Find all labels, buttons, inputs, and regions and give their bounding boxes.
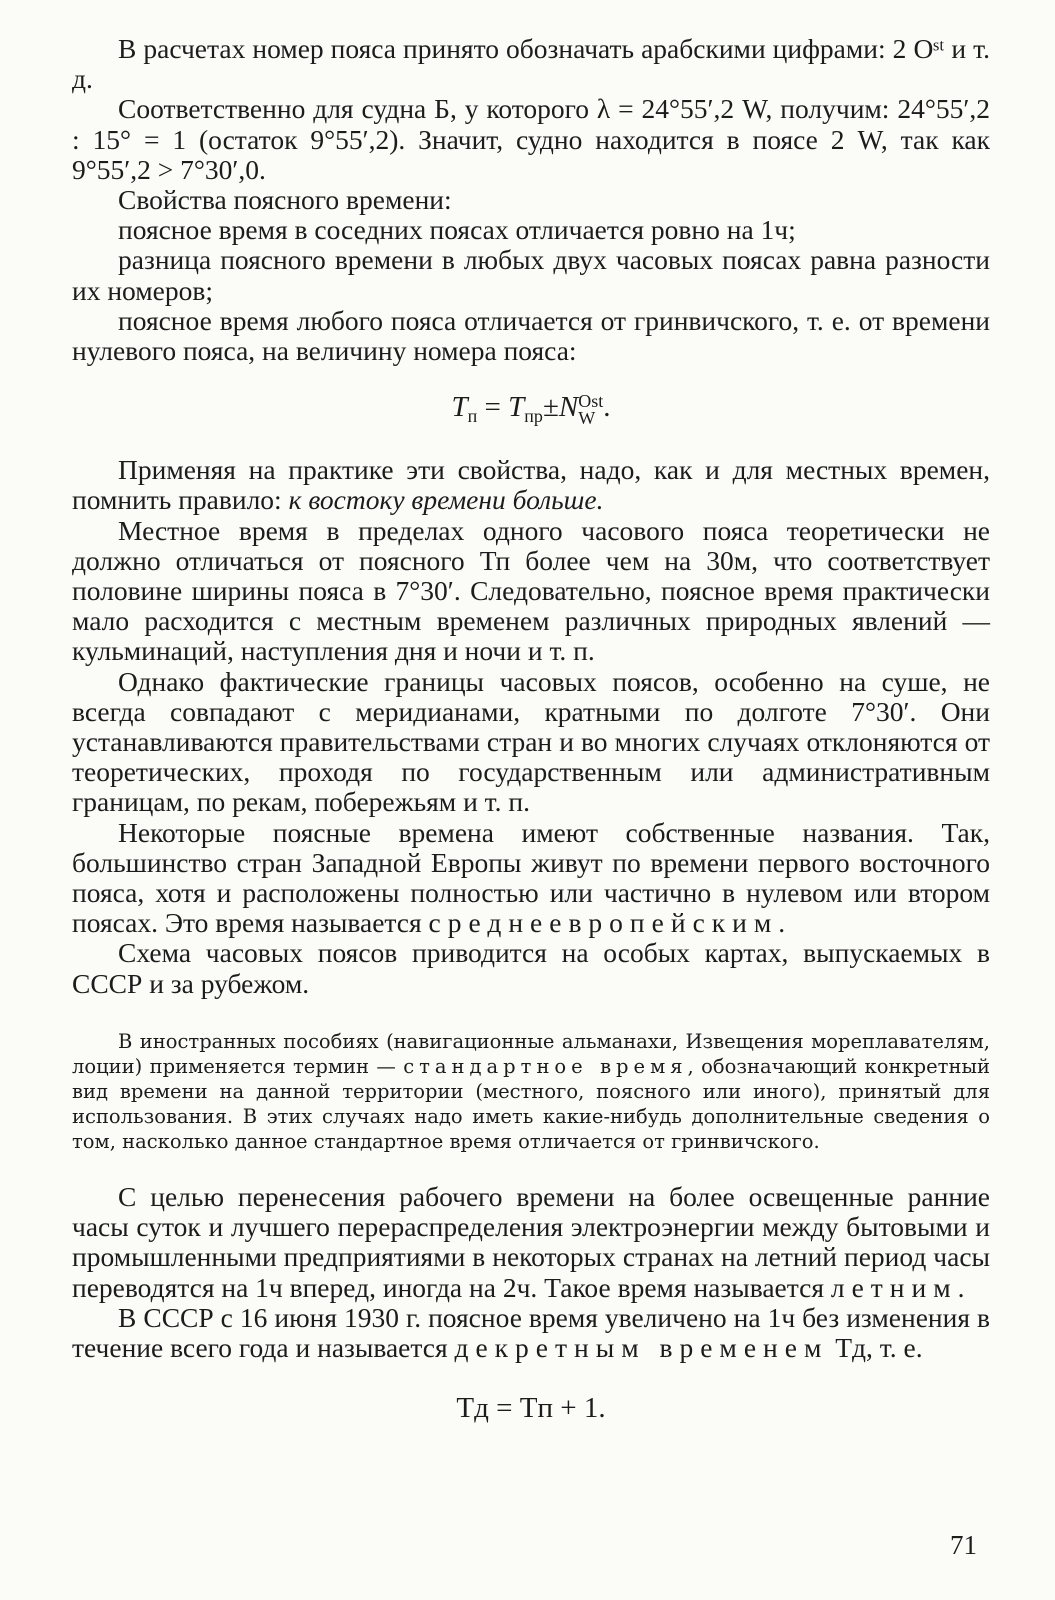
formula-subscript: W <box>578 408 596 429</box>
footnote-text: , обозначающий конкретный вид времени на данной территории (местного, поясного или иного), принятый для использования. В этих случаях надо иметь какие-нибудь дополнительные сведения о том, насколько данное стандартное время отличается от гринвичского. <box>72 1054 990 1153</box>
paragraph-13 <box>72 1303 990 1363</box>
spaced-term: декретным временем <box>454 1331 829 1363</box>
paragraph-7-text: Применяя на практике эти свойства, надо, как и для местных времен, помнить правило: <box>72 454 990 516</box>
paragraph-9: Однако фактические границы часовых поясов, особенно на суше, не всегда совпадают с меридианами, кратными по долготе 7°30′. Они устанавливаются правительствами стран и во многих случаях отклоняются от теоретических, проходя по государственным или административным границам, по рекам, побережьям и т. п. <box>72 665 990 818</box>
formula-decree-time: Tд = Tп + 1. <box>456 1392 606 1425</box>
formula-symbol: T <box>508 391 525 424</box>
formula-supsub <box>578 393 603 427</box>
formula-superscript: Ost <box>578 391 604 412</box>
formula-period: . <box>603 391 611 424</box>
paragraph-11: Схема часовых поясов приводится на особых картах, выпускаемых в СССР и за рубежом. <box>72 937 990 999</box>
formula-subscript: п <box>467 406 478 427</box>
paragraph-2: Соответственно для судна Б, у которого λ = 24°55′,2 W, получим: 24°55′,2 : 15° = 1 (остаток 9°55′,2). Значит, судно находится в поясе 2 W, так как 9°55′,2 > 7°30′,0. <box>72 93 990 185</box>
paragraph-4: поясное время в соседних поясах отличается ровно на 1ч; <box>118 214 796 246</box>
formula-operator: ± <box>542 391 559 424</box>
paragraph-3: Свойства поясного времени: <box>118 184 452 216</box>
spaced-term: летним. <box>830 1271 972 1303</box>
footnote-text: В иностранных пособиях (навигационные альманахи, Извещения мореплавателям, лоции) применяется термин — <box>72 1029 990 1078</box>
paragraph-13-text: В СССР с 16 июня 1930 г. поясное время увеличено на 1ч без изменения в течение всего года и называется <box>72 1301 990 1363</box>
paragraph-8: Местное время в пределах одного часового пояса теоретически не должно отличаться от поясного Тп более чем на 30м, что соответствует половине ширины пояса в 7°30′. Следовательно, поясное время практически мало расходится с местным временем различных природных явлений — кульминаций, наступления дня и ночи и т. п. <box>72 514 990 667</box>
paragraph-6: поясное время любого пояса отличается от гринвичского, т. е. от времени нулевого пояса, на величину номера пояса: <box>72 304 990 367</box>
paragraph-13-tail: Тд, т. е. <box>828 1331 923 1363</box>
paragraph-10-text: Некоторые поясные времена имеют собственные названия. Так, большинство стран Западной Европы живут по времени первого восточного пояса, хотя и расположены полностью или частично в нулевом или втором поясах. Это время называется <box>72 816 990 939</box>
rule-emphasis: к востоку времени больше. <box>288 484 604 516</box>
paragraph-5: разница поясного времени в любых двух часовых поясах равна разности их номеров; <box>72 244 990 306</box>
formula-symbol: T <box>451 391 468 424</box>
paragraph-1: В расчетах номер пояса принято обозначать арабскими цифрами: 2 Oˢᵗ и т. д. <box>72 33 990 95</box>
spaced-term: среднеевропейским. <box>428 907 793 939</box>
paragraph-12-text: С целью перенесения рабочего времени на более освещенные ранние часы суток и лучшего перераспределения электроэнергии между бытовыми и промышленными предприятиями в некоторых странах на летний период часы переводятся на 1ч вперед, иногда на 2ч. Такое время называется <box>72 1180 990 1303</box>
paragraph-10 <box>72 818 990 939</box>
spaced-term: стандартное время <box>403 1054 688 1078</box>
formula-zone-time <box>72 392 990 431</box>
page-number: 71 <box>950 1530 977 1560</box>
footnote-block <box>72 1029 990 1154</box>
paragraph-7 <box>72 455 990 515</box>
formula-operator: = <box>484 391 501 424</box>
formula-subscript: пр <box>524 406 543 427</box>
text-column <box>72 34 990 1447</box>
formula-symbol: N <box>558 391 579 424</box>
paragraph-12 <box>72 1182 990 1303</box>
